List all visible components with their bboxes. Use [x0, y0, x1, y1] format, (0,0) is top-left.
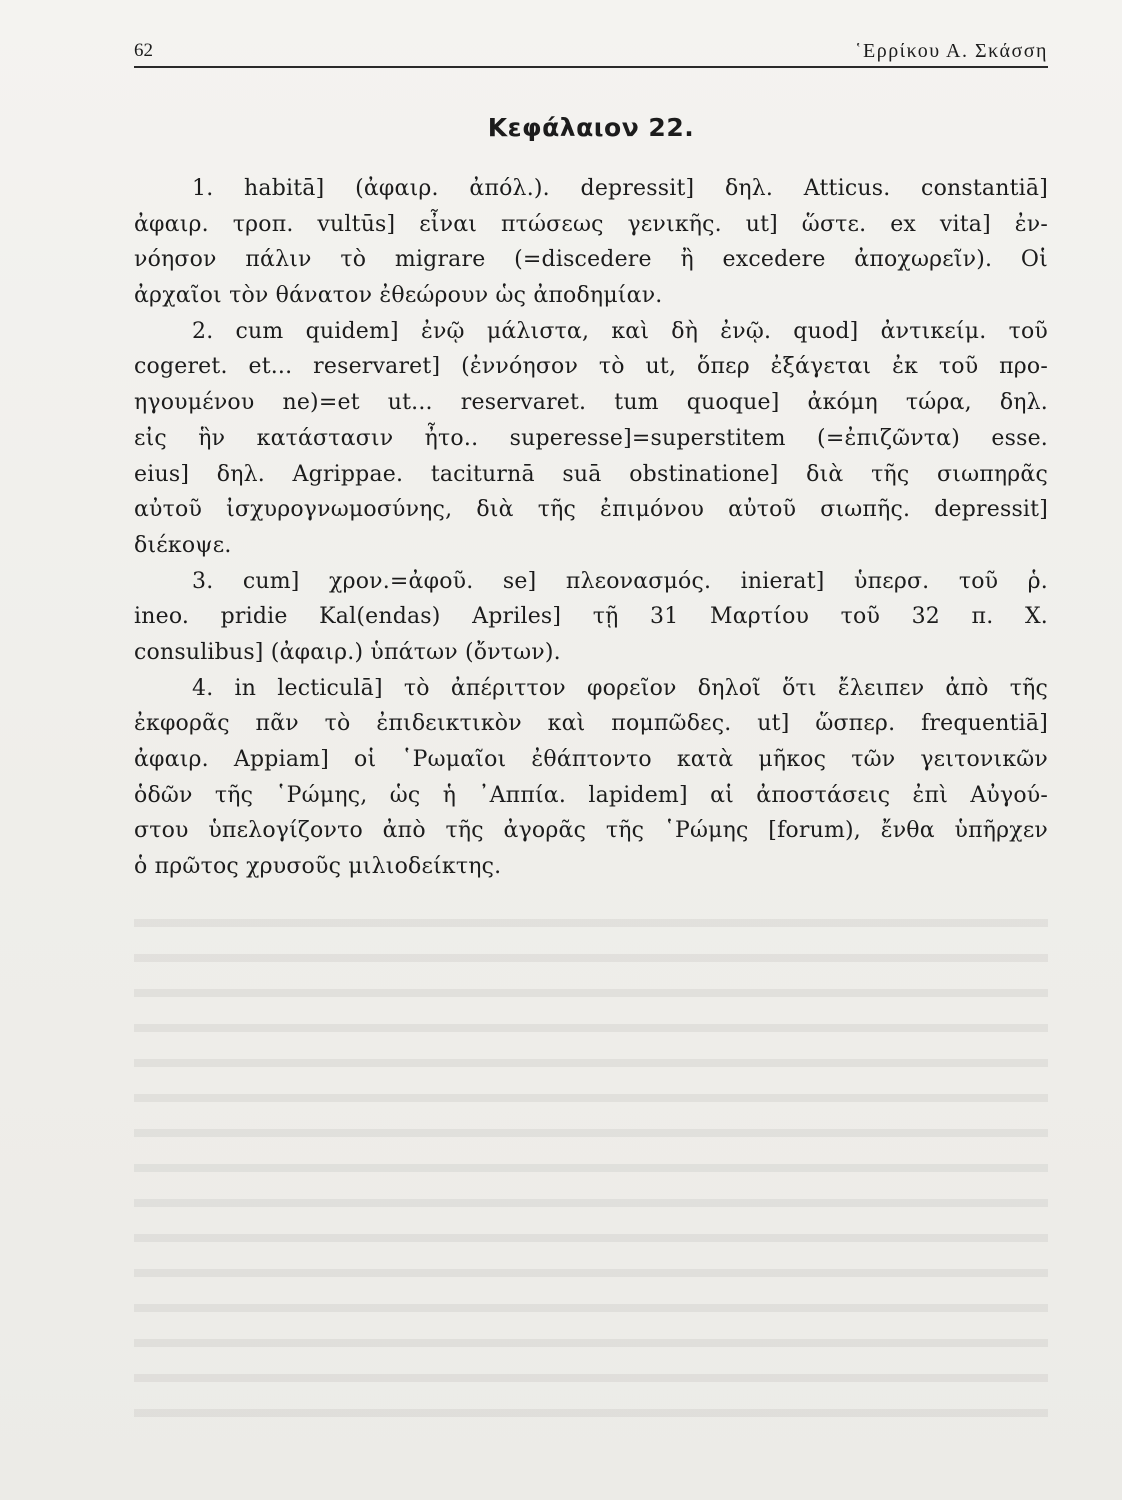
show-through-texture — [134, 905, 1048, 1425]
chapter-title: Κεφάλαιον 22. — [487, 113, 695, 142]
text-line-14: consulibus] (ἀφαιρ.) ὑπάτων (ὄντων). — [134, 639, 561, 665]
header-rule — [134, 66, 1048, 68]
running-head: ῾Ερρίκου Α. Σκάσση — [854, 40, 1048, 62]
text-line-9: eius] δηλ. Agrippae. taciturnā suā obstinatione] διὰ τῆς σιωπηρᾶς — [134, 461, 1048, 487]
text-line-11: διέκοψε. — [134, 532, 232, 558]
text-line-8: εἰς ἣν κατάστασιν ἦτο.. superesse]=superstitem (=ἐπιζῶντα) esse. — [134, 425, 1048, 451]
text-line-7: ηγουμένου ne)=et ut... reservaret. tum quoque] ἀκόμη τώρα, δηλ. — [134, 390, 1048, 416]
text-line-20: ὁ πρῶτος χρυσοῦς μιλιοδείκτης. — [134, 854, 502, 880]
text-line-3: νόησον πάλιν τὸ migrare (=discedere ἢ excedere ἀποχωρεῖν). Οἱ — [134, 247, 1048, 273]
text-line-1: 1. habitā] (ἀφαιρ. ἀπόλ.). depressit] δηλ. Atticus. constantiā] — [192, 176, 1048, 201]
text-line-10: αὐτοῦ ἰσχυρογνωμοσύνης, διὰ τῆς ἐπιμόνου αὐτοῦ σιωπῆς. depressit] — [134, 497, 1048, 523]
page-number: 62 — [134, 40, 153, 61]
text-line-4: ἀρχαῖοι τὸν θάνατον ἐθεώρουν ὡς ἀποδημίαν. — [134, 283, 663, 309]
text-line-6: cogeret. et... reservaret] (ἐννόησον τὸ ut, ὅπερ ἐξάγεται ἐκ τοῦ προ- — [134, 354, 1048, 380]
text-line-17: ἀφαιρ. Appiam] οἱ ῾Ρωμαῖοι ἐθάπτοντο κατὰ μῆκος τῶν γειτονικῶν — [134, 747, 1048, 772]
text-line-16: ἐκφορᾶς πᾶν τὸ ἐπιδεικτικὸν καὶ πομπῶδες. ut] ὥσπερ. frequentiā] — [134, 711, 1048, 737]
text-line-13: ineo. pridie Kal(endas) Apriles] τῇ 31 Μαρτίου τοῦ 32 π. Χ. — [134, 604, 1048, 630]
text-line-18: ὁδῶν τῆς ῾Ρώμης, ὡς ἡ ᾿Αππία. lapidem] αἱ ἀποστάσεις ἐπὶ Αὐγού- — [134, 782, 1048, 808]
text-line-15: 4. in lecticulā] τὸ ἀπέριττον φορεῖον δηλοῖ ὅτι ἔλειπεν ἀπὸ τῆς — [192, 675, 1048, 701]
page-header — [134, 38, 1048, 66]
text-line-5: 2. cum quidem] ἐνῷ μάλιστα, καὶ δὴ ἐνῷ. quod] ἀντικείμ. τοῦ — [192, 318, 1048, 344]
text-line-12: 3. cum] χρον.=ἀφοῦ. se] πλεονασμός. inierat] ὑπερσ. τοῦ ῥ. — [192, 568, 1048, 594]
text-line-19: στου ὑπελογίζοντο ἀπὸ τῆς ἀγορᾶς τῆς ῾Ρώμης [forum), ἔνθα ὑπῆρχεν — [134, 818, 1048, 844]
commentary-text — [134, 171, 1048, 885]
text-line-2: ἀφαιρ. τροπ. vultūs] εἶναι πτώσεως γενικῆς. ut] ὥστε. ex vita] ἐν- — [134, 211, 1048, 237]
